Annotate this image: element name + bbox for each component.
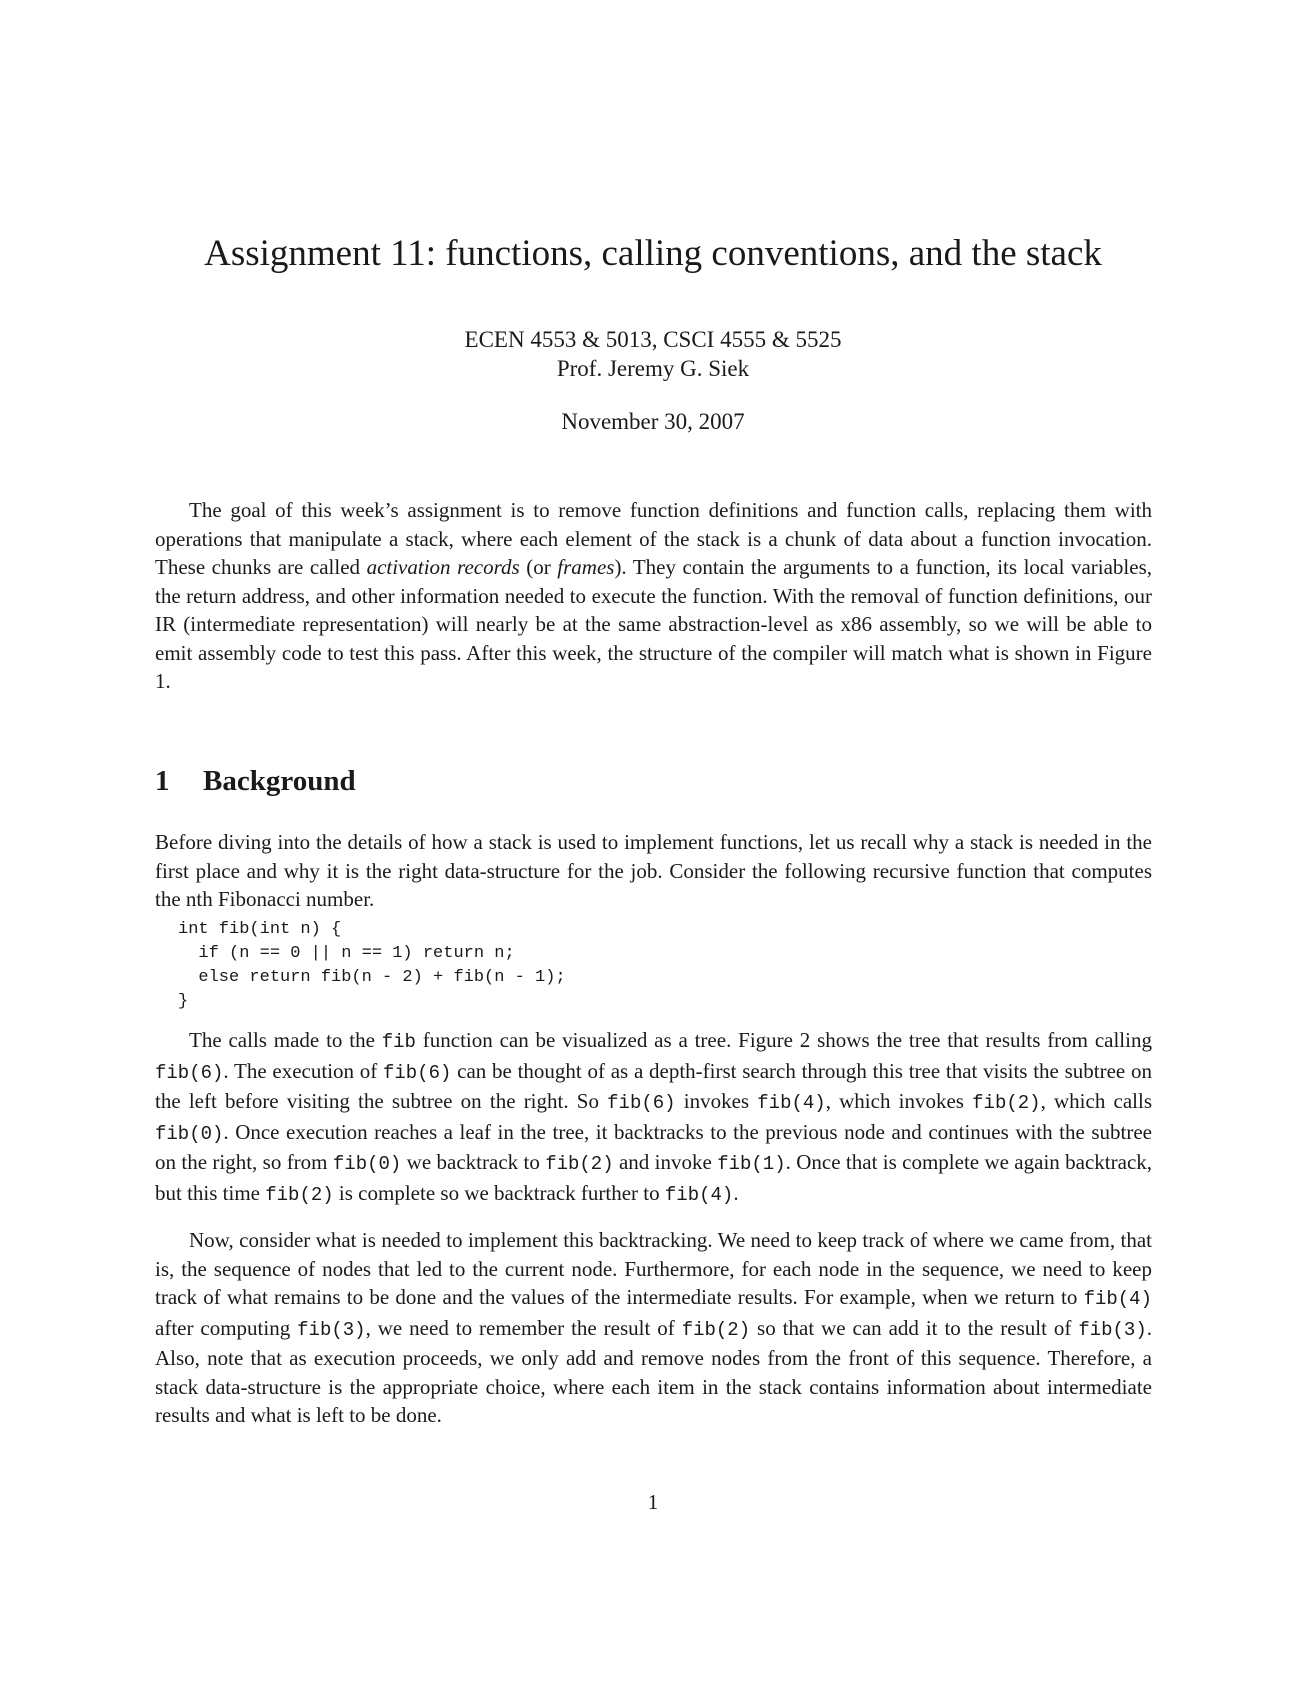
calls-text: . The execution of bbox=[223, 1058, 383, 1083]
calls-text: and invoke bbox=[613, 1150, 718, 1174]
background-paragraph bbox=[155, 828, 1152, 914]
backtracking-paragraph bbox=[155, 1226, 1152, 1430]
inline-code: fib(4) bbox=[757, 1092, 826, 1114]
calls-text: . Once that is complete we again backtrack, but this time bbox=[155, 1150, 1153, 1205]
calls-text: can be thought of as a depth-first search through this tree that visits the subtree on the left before visiting the subtree on the right. So bbox=[155, 1058, 1152, 1113]
fib-code-listing: int fib(int n) { if (n == 0 || n == 1) return n; else return fib(n - 2) + fib(n - 1); } bbox=[178, 920, 566, 1011]
inline-code: fib(3) bbox=[297, 1318, 366, 1341]
inline-code: fib(1) bbox=[717, 1153, 786, 1175]
calls-text: . Once execution reaches a leaf in the tree, it backtracks to the previous node and continues with the subtree on the right, so from bbox=[155, 1119, 1152, 1174]
course-numbers: ECEN 4553 & 5013, CSCI 4555 & 5525 bbox=[464, 327, 842, 352]
calls-text: invokes bbox=[675, 1089, 758, 1113]
inline-code: fib(3) bbox=[1078, 1318, 1147, 1341]
calls-text: . bbox=[733, 1180, 739, 1205]
calls-paragraph bbox=[155, 1026, 1152, 1209]
inline-code: fib(4) bbox=[664, 1183, 734, 1206]
activation-records-term: activation records bbox=[366, 555, 520, 579]
calls-text: , which calls bbox=[1040, 1089, 1152, 1113]
now-text: so that we can add it to the result of bbox=[750, 1315, 1079, 1340]
inline-code: fib bbox=[381, 1031, 416, 1053]
intro-paragraph bbox=[155, 496, 1152, 696]
frames-term: frames bbox=[557, 555, 615, 579]
intro-text-3: ). They contain the arguments to a function, its local variables, the return address, and other information needed to execute the function. With the removal of function definitions, our IR (intermediate representation) will nearly be at the same abstraction-level as x86 assembly, so we will be able to emit assembly code to test this pass. After this week, the structure of the compiler will match what is shown in Figure 1. bbox=[155, 555, 1152, 693]
inline-code: fib(0) bbox=[332, 1153, 402, 1175]
inline-code: fib(6) bbox=[607, 1092, 676, 1114]
inline-code: fib(2) bbox=[265, 1183, 334, 1206]
page-number: 1 bbox=[647, 1490, 659, 1514]
inline-code: fib(2) bbox=[972, 1092, 1041, 1114]
now-text: . Also, note that as execution proceeds, we only add and remove nodes from the front of this sequence. Therefore, a stack data-structure is the appropriate choice, where each item in the stack contains information about intermediate results and what is left to be done. bbox=[155, 1315, 1152, 1427]
calls-text: The calls made to the bbox=[189, 1028, 382, 1052]
intro-text-2: (or bbox=[519, 555, 558, 579]
calls-text: , which invokes bbox=[825, 1089, 973, 1113]
section-heading-background bbox=[155, 765, 356, 798]
calls-text: function can be visualized as a tree. Figure 2 shows the tree that results from calling bbox=[415, 1028, 1152, 1052]
now-text: , we need to remember the result of bbox=[365, 1315, 682, 1340]
document-date: November 30, 2007 bbox=[561, 409, 745, 434]
section-number: 1 bbox=[155, 765, 170, 797]
now-text: after computing bbox=[155, 1315, 298, 1340]
background-text: Before diving into the details of how a stack is used to implement functions, let us recall why a stack is needed in the first place and why it is the right data-structure for the job. Consider the following recursive function that computes the nth Fibonacci number. bbox=[155, 830, 1152, 911]
inline-code: fib(6) bbox=[155, 1061, 224, 1084]
section-title: Background bbox=[203, 765, 356, 797]
author-name: Prof. Jeremy G. Siek bbox=[556, 356, 750, 381]
inline-code: fib(6) bbox=[383, 1061, 452, 1084]
inline-code: fib(4) bbox=[1083, 1288, 1152, 1310]
calls-text: we backtrack to bbox=[401, 1150, 546, 1174]
inline-code: fib(0) bbox=[155, 1122, 224, 1145]
intro-text-1: The goal of this week’s assignment is to remove function definitions and function calls, replacing them with operations that manipulate a stack, where each element of the stack is a chunk of data about a function invocation. These chunks are called bbox=[155, 498, 1152, 579]
now-text: Now, consider what is needed to implement this backtracking. We need to keep track of where we came from, that is, the sequence of nodes that led to the current node. Furthermore, for each node in the sequence, we need to keep track of what remains to be done and the values of the intermediate results. For example, when we return to bbox=[155, 1228, 1152, 1309]
calls-text: is complete so we backtrack further to bbox=[333, 1180, 665, 1205]
document-title: Assignment 11: functions, calling conventions, and the stack bbox=[204, 233, 1102, 274]
inline-code: fib(2) bbox=[545, 1153, 614, 1175]
inline-code: fib(2) bbox=[681, 1318, 751, 1341]
